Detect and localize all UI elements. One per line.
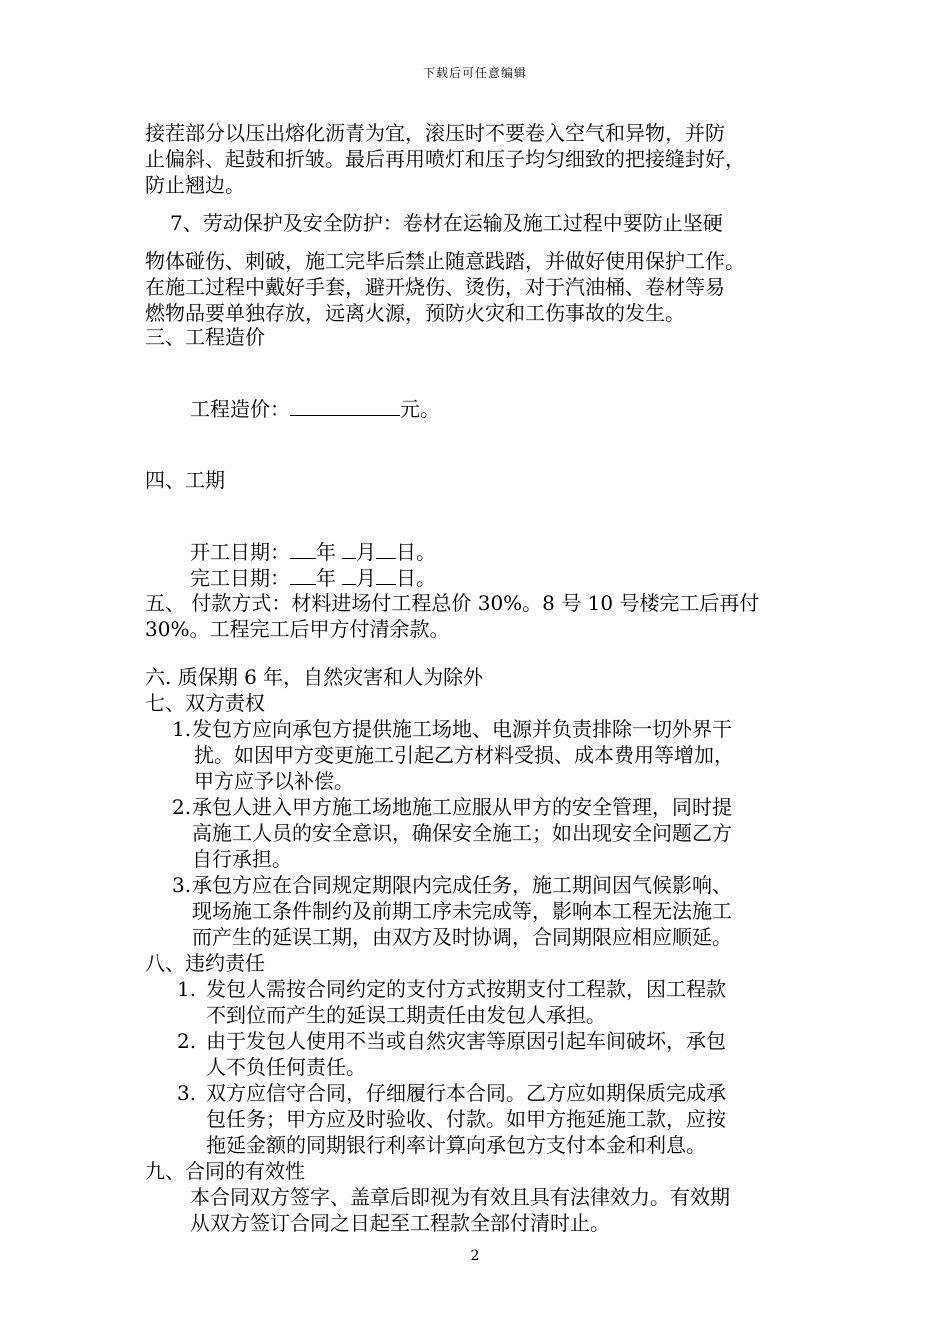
list-item: [172, 872, 732, 898]
list-item-text: 发包人需按合同约定的支付方式按期支付工程款，因工程款: [206, 977, 726, 1001]
list-item-line: 拖延金额的同期银行利率计算向承包方支付本金和利息。: [206, 1133, 706, 1157]
list-item: [172, 794, 732, 820]
list-item-line: 甲方应予以补偿。: [194, 769, 354, 793]
end-date-line: [190, 564, 436, 591]
paragraph-line: 在施工过程中戴好手套，避开烧伤、烫伤，对于汽油桶、卷材等易: [145, 275, 725, 299]
year-blank: [290, 538, 316, 559]
month-unit: 月: [356, 566, 376, 590]
list-item-line: 人不负任何责任。: [206, 1055, 366, 1079]
list-item-text: 双方应信守合同，仔细履行本合同。乙方应如期保质完成承: [206, 1081, 726, 1105]
paragraph-line: 30%。工程完工后甲方付清余款。: [145, 617, 450, 641]
page-header: 下载后可任意编辑: [422, 66, 527, 80]
paragraph-line: 六. 质保期 6 年，自然灾害和人为除外: [145, 665, 484, 689]
list-number: 2.: [172, 795, 192, 819]
cost-label: 工程造价：: [190, 397, 290, 421]
section-heading: 三、工程造价: [145, 325, 265, 349]
list-item: [172, 716, 732, 742]
end-date-label: 完工日期：: [190, 566, 290, 590]
day-blank: [376, 564, 396, 585]
year-unit: 年: [316, 540, 336, 564]
list-item-line: 自行承担。: [192, 847, 292, 871]
list-item-line: 高施工人员的安全意识，确保安全施工；如出现安全问题乙方: [192, 821, 732, 845]
start-date-line: [190, 538, 436, 565]
list-number: 1.: [177, 977, 197, 1001]
list-item-text: 由于发包人使用不当或自然灾害等原因引起车间破坏，承包: [206, 1029, 726, 1053]
list-item: [177, 1080, 726, 1106]
list-item-line: 而产生的延误工期，由双方及时协调，合同期限应相应顺延。: [192, 925, 732, 949]
cost-line: [190, 395, 440, 422]
start-date-label: 开工日期：: [190, 540, 290, 564]
section-heading: 八、违约责任: [145, 951, 265, 975]
paragraph-line: 燃物品要单独存放，远离火源，预防火灾和工伤事故的发生。: [145, 301, 685, 325]
year-unit: 年: [316, 566, 336, 590]
paragraph-line: 物体碰伤、刺破，施工完毕后禁止随意践踏，并做好使用保护工作。: [145, 249, 745, 273]
section-heading: 四、工期: [145, 468, 225, 492]
paragraph-line: 从双方签订合同之日起至工程款全部付清时止。: [190, 1211, 610, 1235]
paragraph-line: 接茬部分以压出熔化沥青为宜，滚压时不要卷入空气和异物，并防: [145, 121, 725, 145]
list-item-text: 发包方应向承包方提供施工场地、电源并负责排除一切外界干: [192, 717, 732, 741]
paragraph-line: 防止翘边。: [145, 173, 245, 197]
day-unit: 日。: [396, 566, 436, 590]
paragraph-line: 本合同双方签字、盖章后即视为有效且具有法律效力。有效期: [190, 1185, 730, 1209]
list-number: 2.: [177, 1029, 197, 1053]
day-unit: 日。: [396, 540, 436, 564]
year-blank: [290, 564, 316, 585]
page-number: 2: [470, 1248, 480, 1264]
section-heading: 九、合同的有效性: [145, 1159, 305, 1183]
paragraph-line: 7、劳动保护及安全防护：卷材在运输及施工过程中要防止坚硬: [170, 211, 723, 235]
paragraph-line: 五、 付款方式：材料进场付工程总价 30%。8 号 10 号楼完工后再付: [145, 591, 760, 615]
list-item-line: 现场施工条件制约及前期工序未完成等，影响本工程无法施工: [192, 899, 732, 923]
list-item-line: 包任务；甲方应及时验收、付款。如甲方拖延施工款，应按: [206, 1107, 726, 1131]
month-unit: 月: [356, 540, 376, 564]
section-heading: 七、双方责权: [145, 691, 265, 715]
cost-blank: [290, 395, 400, 416]
list-number: 3.: [177, 1081, 197, 1105]
list-item-line: 不到位而产生的延误工期责任由发包人承担。: [206, 1003, 606, 1027]
list-item: [177, 1028, 726, 1054]
month-blank: [342, 538, 356, 559]
list-number: 3.: [172, 873, 192, 897]
list-item-line: 扰。如因甲方变更施工引起乙方材料受损、成本费用等增加，: [194, 743, 734, 767]
list-item-text: 承包方应在合同规定期限内完成任务，施工期间因气候影响、: [192, 873, 732, 897]
list-item: [177, 976, 726, 1002]
month-blank: [342, 564, 356, 585]
cost-suffix: 元。: [400, 397, 440, 421]
list-number: 1.: [172, 717, 192, 741]
day-blank: [376, 538, 396, 559]
paragraph-line: 止偏斜、起鼓和折皱。最后再用喷灯和压子均匀细致的把接缝封好，: [145, 147, 745, 171]
list-item-text: 承包人进入甲方施工场地施工应服从甲方的安全管理，同时提: [192, 795, 732, 819]
